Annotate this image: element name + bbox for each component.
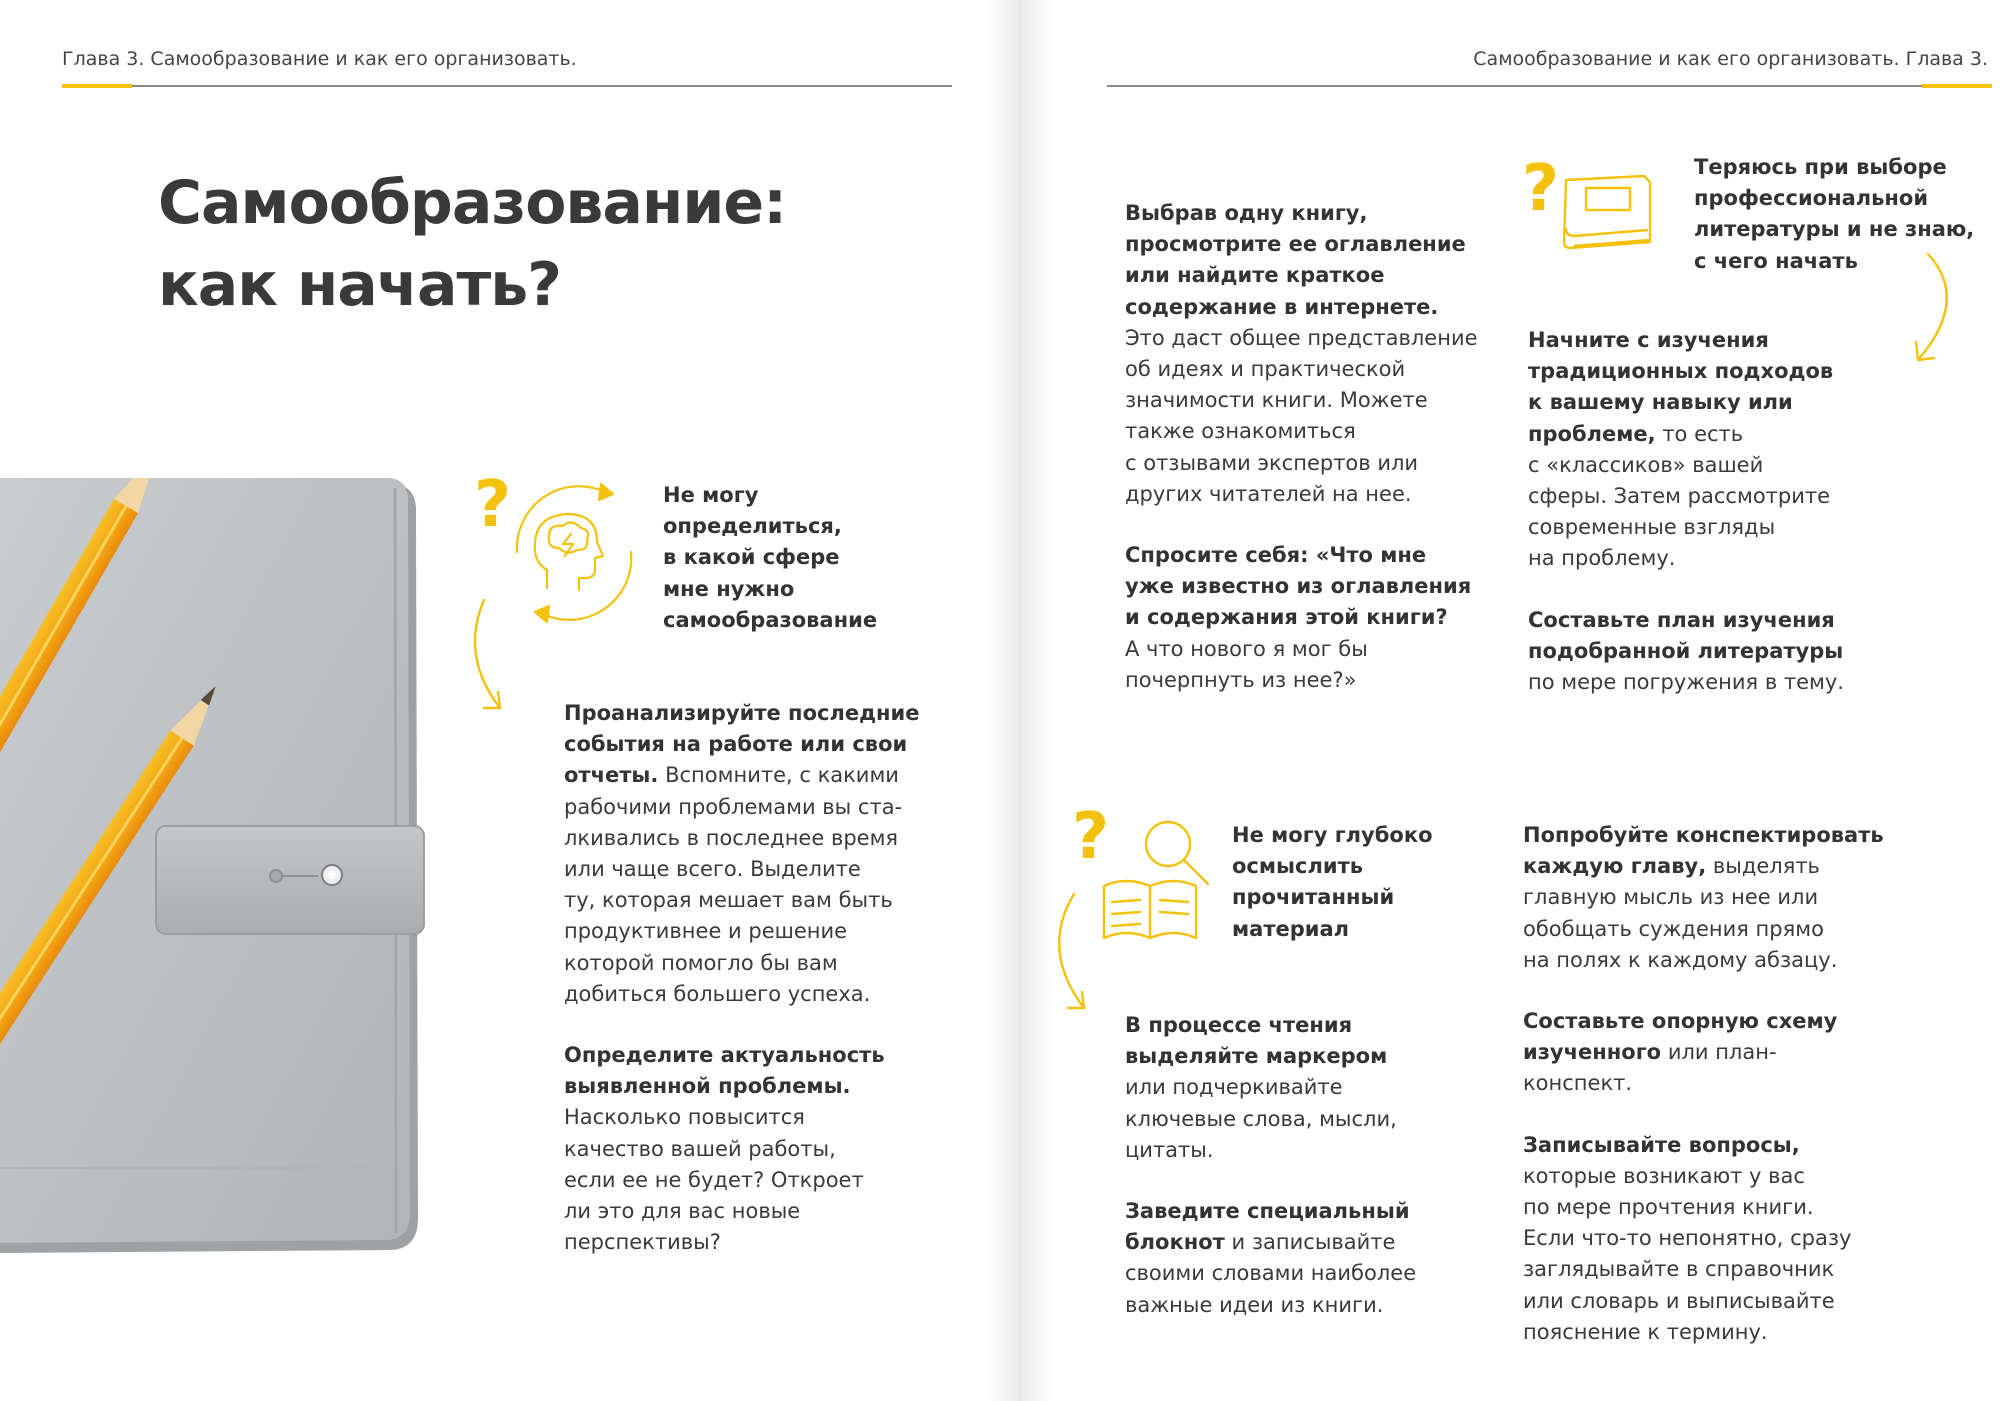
advice-3-1 [1528,325,1844,575]
advice-bold: Заведите специальный блокнот [1125,1199,1410,1255]
advice-4-1 [1125,1010,1416,1166]
book-icon [1560,168,1660,256]
question-3-line: с чего начать [1694,248,1858,273]
page-gutter [985,0,1055,1401]
head-brain-icon [505,478,643,628]
advice-5-1 [1523,820,1884,976]
question-3-line: Теряюсь при выборе [1694,155,1947,179]
question-block-3 [1694,152,1974,277]
header-rule-right [1107,85,1992,87]
advice-4-2 [1125,1196,1416,1321]
advice-text: выделять главную мысль из нее или обобщать суждения прямо на полях к каждому абзацу. [1523,854,1838,972]
header-rule-left [62,85,952,87]
svg-text:?: ? [1072,800,1110,874]
question-3-line: профессиональной [1694,186,1929,211]
notebook-pencils-illustration [0,478,425,1268]
question-4-line: материал [1232,916,1350,941]
advice-text: или план- конспект. [1523,1040,1777,1096]
question-3-line: литературы и не знаю, [1694,217,1975,242]
advice-3-2 [1528,605,1844,699]
advice-bold: Попробуйте конспектировать каждую главу, [1523,823,1884,879]
question-block-1 [663,480,877,636]
question-1-line: в какой сфере [663,545,840,570]
advice-text: то есть с «классиков» вашей сферы. Затем рассмотрите современные взгляды на проблему. [1528,421,1831,571]
advice-bold: Проанализируйте последние события на работе или свои отчеты. [564,701,920,788]
advice-bold: В процессе чтения выделяйте маркером [1125,1013,1388,1069]
question-1-line: определиться, [663,514,842,539]
curved-arrow-icon [1040,890,1100,1020]
running-header-left: Глава 3. Самообразование и как его организовать. [62,48,577,70]
curved-arrow-icon [462,596,512,726]
question-1-line: Не могу [663,483,759,507]
advice-bold: Определите актуальность выявленной проблемы. [564,1043,885,1099]
advice-text: по мере погружения в тему. [1528,670,1844,695]
section-3-advice [1528,325,1844,698]
advice-5-2 [1523,1006,1884,1100]
advice-bold: Спросите себя: «Что мне уже известно из оглавления и содержания этой книги? [1125,543,1472,630]
advice-2-1 [1125,198,1478,510]
svg-text:?: ? [1522,152,1560,226]
question-4-line: осмыслить [1232,854,1364,879]
advice-text: Насколько повысится качество вашей работы, если ее не будет? Откроет ли это для вас новые перспективы? [564,1105,864,1255]
advice-text: Это даст общее представление об идеях и практической значимости книги. Можете также ознакомиться с отзывами экспертов или других читателей на нее. [1125,325,1478,506]
advice-5-3 [1523,1130,1884,1348]
advice-1-2 [564,1040,920,1258]
advice-bold: Начните с изучения традиционных подходов к вашему навыку или проблеме, [1528,328,1834,446]
header-accent-right [1922,84,1992,88]
advice-1-1 [564,698,920,1010]
advice-text: А что нового я мог бы почерпнуть из нее?» [1125,636,1368,692]
question-block-4 [1232,820,1433,945]
page-title [158,162,786,326]
open-book-magnifier-icon [1096,812,1216,942]
running-header-right: Самообразование и как его организовать. Глава 3. [1473,48,1988,70]
title-line-2: как начать? [158,250,561,320]
advice-text: Вспомните, с какими рабочими проблемами вы ста- лкивались в последнее время или чаще всего. Выделите ту, которая мешает вам быть продуктивнее и решение которой помогло бы вам добиться большего успеха. [564,763,903,1006]
section-4-advice [1125,1010,1416,1321]
advice-text: или подчеркивайте ключевые слова, мысли, цитаты. [1125,1075,1397,1162]
section-5-advice [1523,820,1884,1348]
advice-bold: Выбрав одну книгу, просмотрите ее оглавление или найдите краткое содержание в интернете. [1125,201,1466,319]
section-1-advice [564,698,920,1258]
advice-text: и записывайте своими словами наиболее важные идеи из книги. [1125,1230,1417,1317]
advice-bold: Записывайте вопросы, [1523,1132,1800,1157]
question-4-line: прочитанный [1232,885,1395,910]
header-accent-left [62,84,132,88]
question-1-line: самообразование [663,607,878,632]
advice-2-2 [1125,540,1478,696]
advice-bold: Составьте план изучения подобранной литературы [1528,607,1844,663]
svg-text:?: ? [474,468,512,542]
advice-bold: Составьте опорную схему изученного [1523,1009,1838,1065]
question-4-line: Не могу глубоко [1232,823,1433,847]
section-2-advice [1125,198,1478,696]
advice-text: которые возникают у вас по мере прочтения книги. Если что-то непонятно, сразу заглядывайте в справочник или словарь и выписывайте пояснение к термину. [1523,1163,1852,1344]
title-line-1: Самообразование: [158,168,787,238]
question-1-line: мне нужно [663,576,795,601]
